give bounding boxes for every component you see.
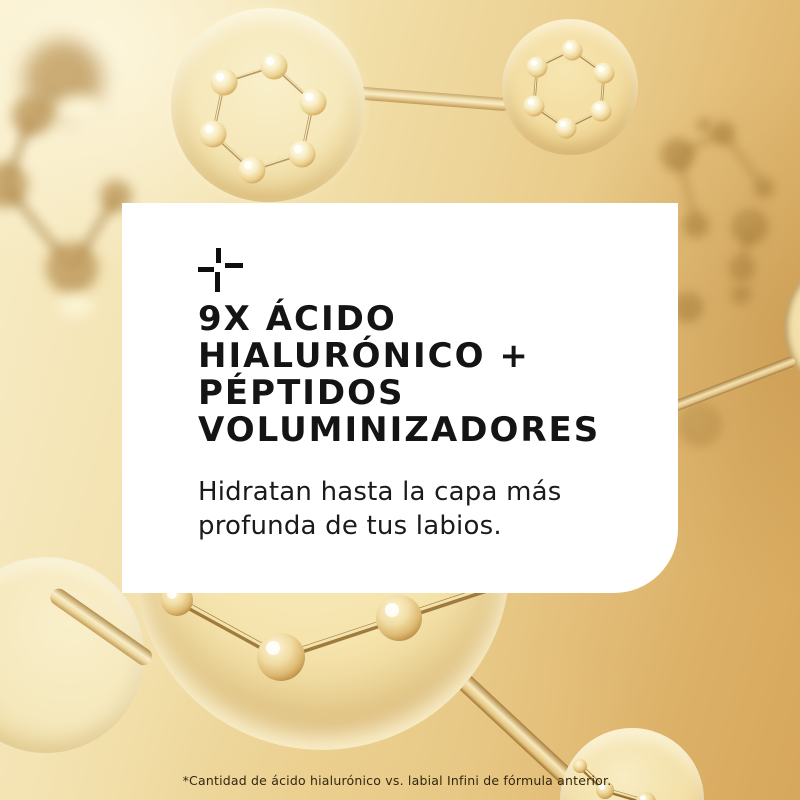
blurred-molecule-atom (754, 178, 774, 198)
blurred-molecule-atom (12, 96, 52, 136)
plus-icon (198, 248, 244, 292)
disclaimer-text: *Cantidad de ácido hialurónico vs. labial Infini de fórmula anterior. (182, 773, 612, 788)
headline-line: HIALURÓNICO + (198, 336, 530, 376)
blurred-molecule-atom (729, 255, 755, 281)
plus-icon-segment (198, 267, 214, 272)
blurred-molecule-atom (46, 242, 98, 294)
headline-line: PÉPTIDOS (198, 373, 405, 413)
blurred-molecule-atom (711, 121, 735, 145)
molecule-bubble-top-right (502, 19, 638, 155)
plus-icon-segment (215, 272, 220, 292)
hexagon-molecule-icon (502, 19, 638, 155)
headline-line: VOLUMINIZADORES (198, 410, 601, 450)
molecule-chain-icon (560, 728, 704, 800)
content-card (122, 203, 678, 593)
molecule-rod-top (351, 86, 510, 111)
headline (198, 301, 600, 449)
blurred-molecule-atom (683, 212, 709, 238)
blurred-molecule-atom (661, 138, 695, 172)
blurred-molecule-atom (732, 209, 768, 245)
molecule-bubble-right-edge (784, 252, 800, 402)
body-copy-line: profunda de tus labios. (198, 511, 502, 541)
blurred-highlight (55, 95, 103, 125)
blurred-molecule-atom (678, 403, 722, 447)
plus-icon-segment (216, 248, 221, 263)
body-copy-line: Hidratan hasta la capa más (198, 477, 562, 507)
molecule-bubble-top-left (171, 8, 365, 202)
blurred-molecule-atom (697, 118, 711, 132)
plus-icon-segment (225, 263, 243, 268)
blurred-highlight (58, 296, 94, 316)
blurred-molecule-atom (731, 284, 751, 304)
hexagon-molecule-icon (171, 8, 365, 202)
headline-line: 9X ÁCIDO (198, 299, 397, 339)
body-copy (198, 475, 561, 543)
molecule-bubble-bottom-right (560, 728, 704, 800)
